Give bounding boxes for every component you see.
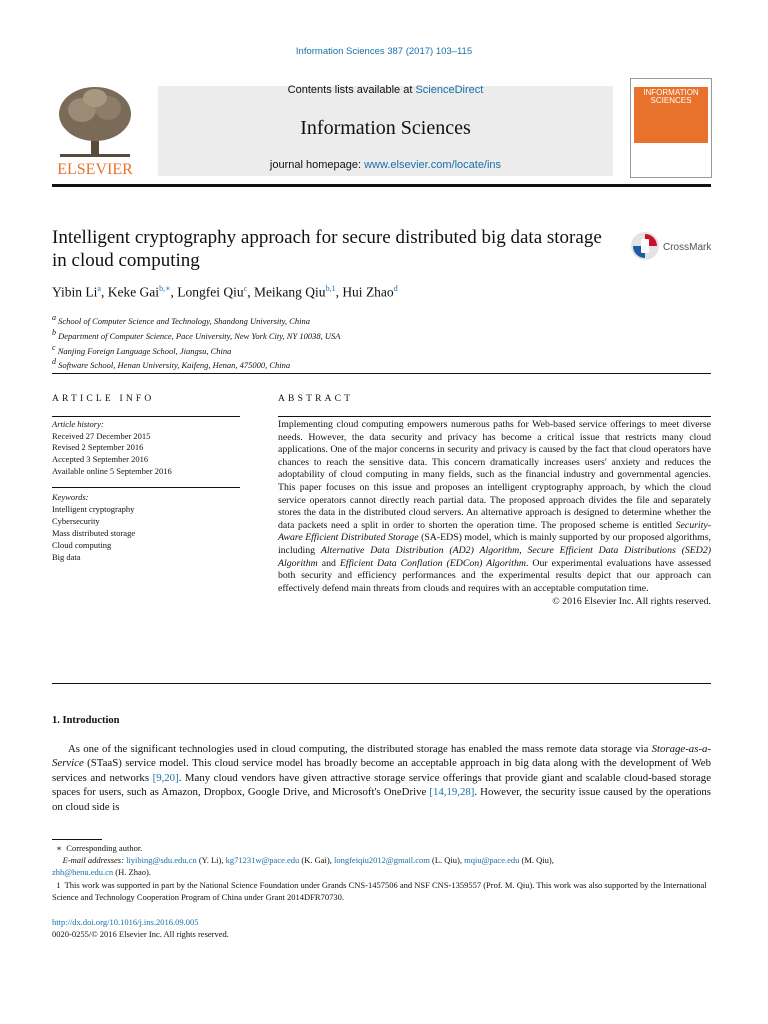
journal-name: Information Sciences (300, 117, 471, 139)
author-affiliation-mark[interactable]: d (393, 284, 398, 293)
author-separator: , (335, 284, 343, 300)
affiliation-mark: b (52, 327, 56, 337)
affiliation-text: Software School, Henan University, Kaifeng, Henan, 475000, China (58, 360, 291, 371)
affiliation-mark: c (52, 342, 56, 352)
author-separator: , (100, 284, 108, 300)
abstract-copyright: © 2016 Elsevier Inc. All rights reserved. (552, 596, 711, 608)
article-info-rule (52, 416, 240, 417)
crossmark-badge[interactable] (630, 230, 714, 262)
affiliation-mark: d (52, 357, 56, 367)
crossmark-label: CrossMark (663, 242, 712, 253)
author-name: Meikang Qiu (253, 284, 326, 300)
abstract-text: . Our experimental evaluations have assessed both security and efficiency performances and the experimental results depict that our approach can effectively defend main threats from clouds and requires with an acceptable computation time. (278, 557, 712, 594)
section-heading-introduction: 1. Introduction (52, 715, 120, 726)
author-affiliation-mark[interactable]: b,1 (325, 284, 336, 293)
article-history (52, 419, 172, 478)
crossmark-icon (630, 230, 714, 262)
elsevier-logo (52, 84, 138, 176)
keyword-item: Intelligent cryptography (52, 504, 135, 514)
homepage-link[interactable]: www.elsevier.com/locate/ins (364, 159, 502, 171)
affiliation-item (52, 356, 340, 371)
doi-block (52, 916, 229, 940)
affiliation-text: School of Computer Science and Technology, Shandong University, China (58, 315, 310, 326)
author-separator: , (247, 284, 254, 300)
abstract-text: , (519, 544, 528, 556)
email-link[interactable]: liyibing@sdu.edu.cn (126, 855, 197, 866)
doi-link[interactable]: http://dx.doi.org/10.1016/j.ins.2016.09.005 (52, 917, 199, 927)
affiliation-item (52, 327, 340, 342)
homepage-prefix: journal homepage: (269, 159, 365, 171)
affiliation-list (52, 312, 340, 371)
abstract-heading: ABSTRACT (278, 394, 354, 404)
abstract-term: Security-Aware Efficient Distributed Storage (278, 519, 711, 544)
header-rule (52, 184, 711, 187)
body-text: . Many cloud vendors have given attractive storage service offerings that provide giant and scalable cloud-based storage spaces for users, such as Amazon, Dropbox, Google Drive, and Microsoft's OneDrive (52, 771, 711, 799)
author-name: Longfei Qiu (177, 284, 244, 300)
email-link[interactable]: zhh@henu.edu.cn (52, 867, 114, 878)
issn-line: 0020-0255/© 2016 Elsevier Inc. All rights reserved. (52, 929, 229, 939)
abstract-text: Implementing cloud computing empowers numerous paths for Web-based service offerings to meet diverse needs. However, the data security and privacy has become a critical issue that restricts many cloud applications. One of the major concerns in security and privacy is caused by the fact that cloud operators have chances to reach the sensitive data. This concern dramatically increases users' anxiety and reduces the adoptability of cloud computing in many fields, such as the financial industry and governmental agencies. This paper focuses on this issue and proposes an intelligent cryptography approach, by which the cloud service operators cannot directly reach partial data. The proposed approach divides the file and separately stores the data in the distributed cloud servers. An alternative approach is designed to determine whether the data packets need a split in order to shorten the operation time. The proposed scheme is entitled (278, 419, 711, 531)
footnote-funding (52, 879, 711, 903)
abstract-text: and (317, 557, 340, 569)
footnote-mark: ∗ (56, 843, 63, 853)
email-owner: (M. Qiu), (519, 855, 554, 866)
footnote-text: This work was supported in part by the National Science Foundation under Grands CNS-1457506 and NSF CNS-1359557 (Prof. M. Qiu). This work was also supported by the International Science and Technology Cooperation Program of China under Grant 2014DFR70730. (52, 879, 707, 902)
keyword-item: Mass distributed storage (52, 528, 136, 538)
email-link[interactable]: kg71231w@pace.edu (225, 855, 300, 866)
affiliation-text: Nanjing Foreign Language School, Jiangsu, China (57, 345, 232, 356)
abstract-text: (SA-EDS) model, which is mainly supported by our proposed algorithms, including (278, 532, 711, 556)
author-list (52, 284, 398, 301)
keyword-item: Cybersecurity (52, 516, 100, 526)
keyword-item: Cloud computing (52, 540, 112, 550)
affiliation-text: Department of Computer Science, Pace University, New York City, NY 10038, USA (58, 330, 341, 341)
footnote-rule (52, 839, 102, 840)
body-text: As one of the significant technologies used in cloud computing, the distributed storage has enabled the mass remote data storage via (68, 743, 652, 755)
elsevier-wordmark: ELSEVIER (57, 161, 133, 176)
cover-title: INFORMATION SCIENCES (643, 88, 699, 105)
footnote-corresponding (52, 842, 711, 854)
footnote-mark: 1 (56, 879, 61, 890)
body-text: . However, the security issue caused by the operations on cloud side is (52, 786, 711, 813)
affiliation-item (52, 342, 340, 357)
citation-link[interactable]: [9,20] (152, 771, 179, 784)
keywords-label: Keywords: (52, 492, 89, 502)
author-separator: , (170, 284, 178, 300)
footnote-text: Corresponding author. (66, 843, 143, 853)
author-affiliation-mark[interactable]: b,∗ (159, 284, 171, 293)
abstract-body (278, 419, 711, 609)
abstract-rule (278, 416, 711, 417)
abstract-paragraph (278, 419, 711, 595)
journal-cover-thumbnail[interactable] (630, 78, 712, 178)
article-info-heading: ARTICLE INFO (52, 394, 155, 404)
introduction-paragraph (52, 742, 711, 814)
author-name: Keke Gai (107, 284, 160, 300)
title-block-rule (52, 373, 711, 374)
email-owner: (L. Qiu), (429, 855, 465, 866)
history-item: Revised 2 September 2016 (52, 442, 144, 453)
history-label: Article history: (52, 419, 104, 429)
email-owner: (Y. Li), (196, 855, 226, 866)
keywords-rule (52, 487, 240, 488)
history-item: Available online 5 September 2016 (52, 465, 172, 476)
contents-line (158, 84, 613, 96)
affiliation-item (52, 312, 340, 327)
abstract-bottom-rule (52, 683, 711, 684)
body-term: Storage-as-a-Service (52, 743, 711, 770)
keyword-list (52, 491, 135, 563)
author-name: Hui Zhao (342, 284, 394, 300)
email-label: E-mail addresses: (62, 855, 124, 866)
history-item: Accepted 3 September 2016 (52, 454, 149, 465)
author-affiliation-mark[interactable]: c (243, 284, 248, 293)
email-owner: (H. Zhao). (113, 867, 151, 878)
citation-link[interactable]: [14,19,28] (429, 786, 475, 799)
footnotes (52, 842, 711, 903)
elsevier-tree-icon (52, 84, 138, 176)
abstract-term: Efficient Data Conflation (EDCon) Algorithm (339, 557, 526, 569)
paper-title: Intelligent cryptography approach for secure distributed big data storage in cloud computing (52, 227, 602, 271)
email-link[interactable]: mqiu@pace.edu (464, 855, 520, 866)
history-item: Received 27 December 2015 (52, 430, 151, 441)
body-text: (STaaS) service model. This cloud service model has broadly become an acceptable approach in big data along with the development of Web services and networks (52, 757, 711, 784)
author-affiliation-mark[interactable]: a (97, 284, 101, 293)
email-link[interactable]: longfeiqiu2012@gmail.com (333, 855, 430, 866)
sciencedirect-link[interactable]: ScienceDirect (415, 84, 484, 96)
contents-prefix: Contents lists available at (287, 84, 416, 96)
footnote-emails (52, 854, 711, 878)
email-owner: (K. Gai), (299, 855, 334, 866)
journal-citation[interactable]: Information Sciences 387 (2017) 103–115 (295, 46, 473, 57)
keyword-item: Big data (52, 552, 81, 562)
abstract-term: Alternative Data Distribution (AD2) Algorithm (320, 544, 520, 556)
abstract-term: Secure Efficient Data Distributions (SED2) Algorithm (278, 544, 712, 569)
author-name: Yibin Li (52, 284, 98, 300)
homepage-line (158, 159, 613, 171)
affiliation-mark: a (52, 313, 56, 322)
